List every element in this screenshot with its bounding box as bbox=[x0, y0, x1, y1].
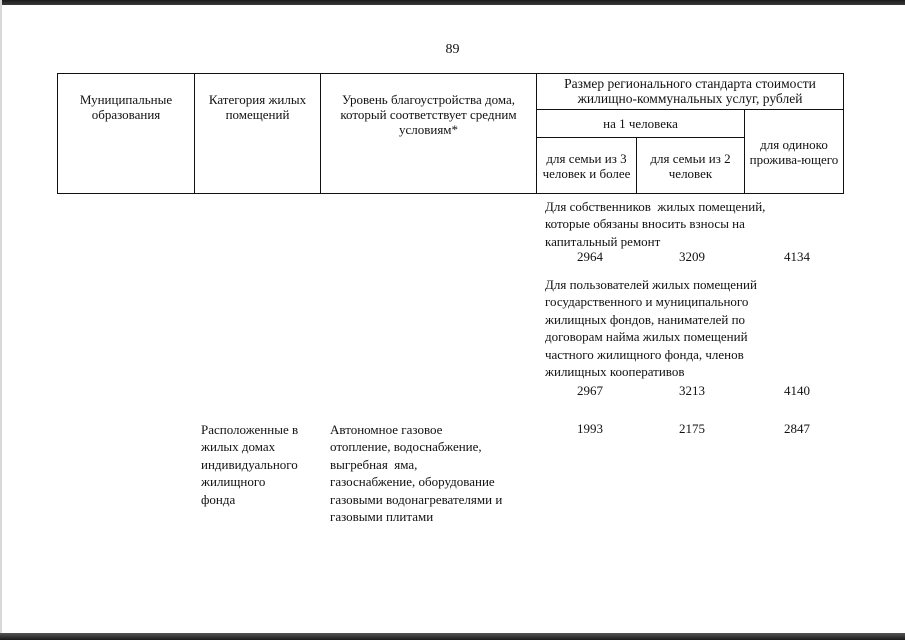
header-per-person: на 1 человека bbox=[537, 110, 745, 138]
scan-edge-left bbox=[0, 0, 2, 640]
row-value-family-3: 1993 bbox=[577, 421, 603, 436]
section-users-caption: Для пользователей жилых помещений государственного и муниципального жилищных фондов, нанимателей по договорам найма жилых помещений частного жилищного фонда, членов жилищных кооперативов bbox=[545, 277, 757, 380]
header-standard-size: Размер регионального стандарта стоимости жилищно-коммунальных услуг, рублей bbox=[537, 74, 844, 110]
owners-value-family-2: 3209 bbox=[679, 249, 705, 264]
owners-value-family-3: 2964 bbox=[577, 249, 603, 264]
header-municipal: Муниципальные образования bbox=[58, 74, 195, 194]
row-value-family-2: 2175 bbox=[679, 421, 705, 436]
section-owners-caption: Для собственников жилых помещений, которые обязаны вносить взносы на капитальный ремонт bbox=[545, 199, 766, 249]
users-value-family-2: 3213 bbox=[679, 383, 705, 398]
page-number: 89 bbox=[445, 42, 460, 57]
scan-edge-bottom bbox=[0, 633, 905, 640]
header-category: Категория жилых помещений bbox=[195, 74, 321, 194]
row-level: Автономное газовое отопление, водоснабжение, выгребная яма, газоснабжение, оборудование газовыми водонагревателями и газовыми плитами bbox=[330, 422, 503, 525]
row-category: Расположенные в жилых домах индивидуального жилищного фонда bbox=[201, 422, 299, 507]
owners-value-single: 4134 bbox=[784, 249, 810, 264]
users-value-single: 4140 bbox=[784, 383, 810, 398]
header-table bbox=[57, 73, 844, 194]
header-family-2: для семьи из 2 человек bbox=[637, 138, 745, 194]
scan-edge-top bbox=[0, 0, 905, 5]
header-family-3-plus: для семьи из 3 человек и более bbox=[537, 138, 637, 194]
header-single: для одиноко прожива-ющего bbox=[745, 110, 844, 194]
header-level: Уровень благоустройства дома, который соответствует средним условиям* bbox=[321, 74, 537, 194]
users-value-family-3: 2967 bbox=[577, 383, 603, 398]
row-value-single: 2847 bbox=[784, 421, 810, 436]
